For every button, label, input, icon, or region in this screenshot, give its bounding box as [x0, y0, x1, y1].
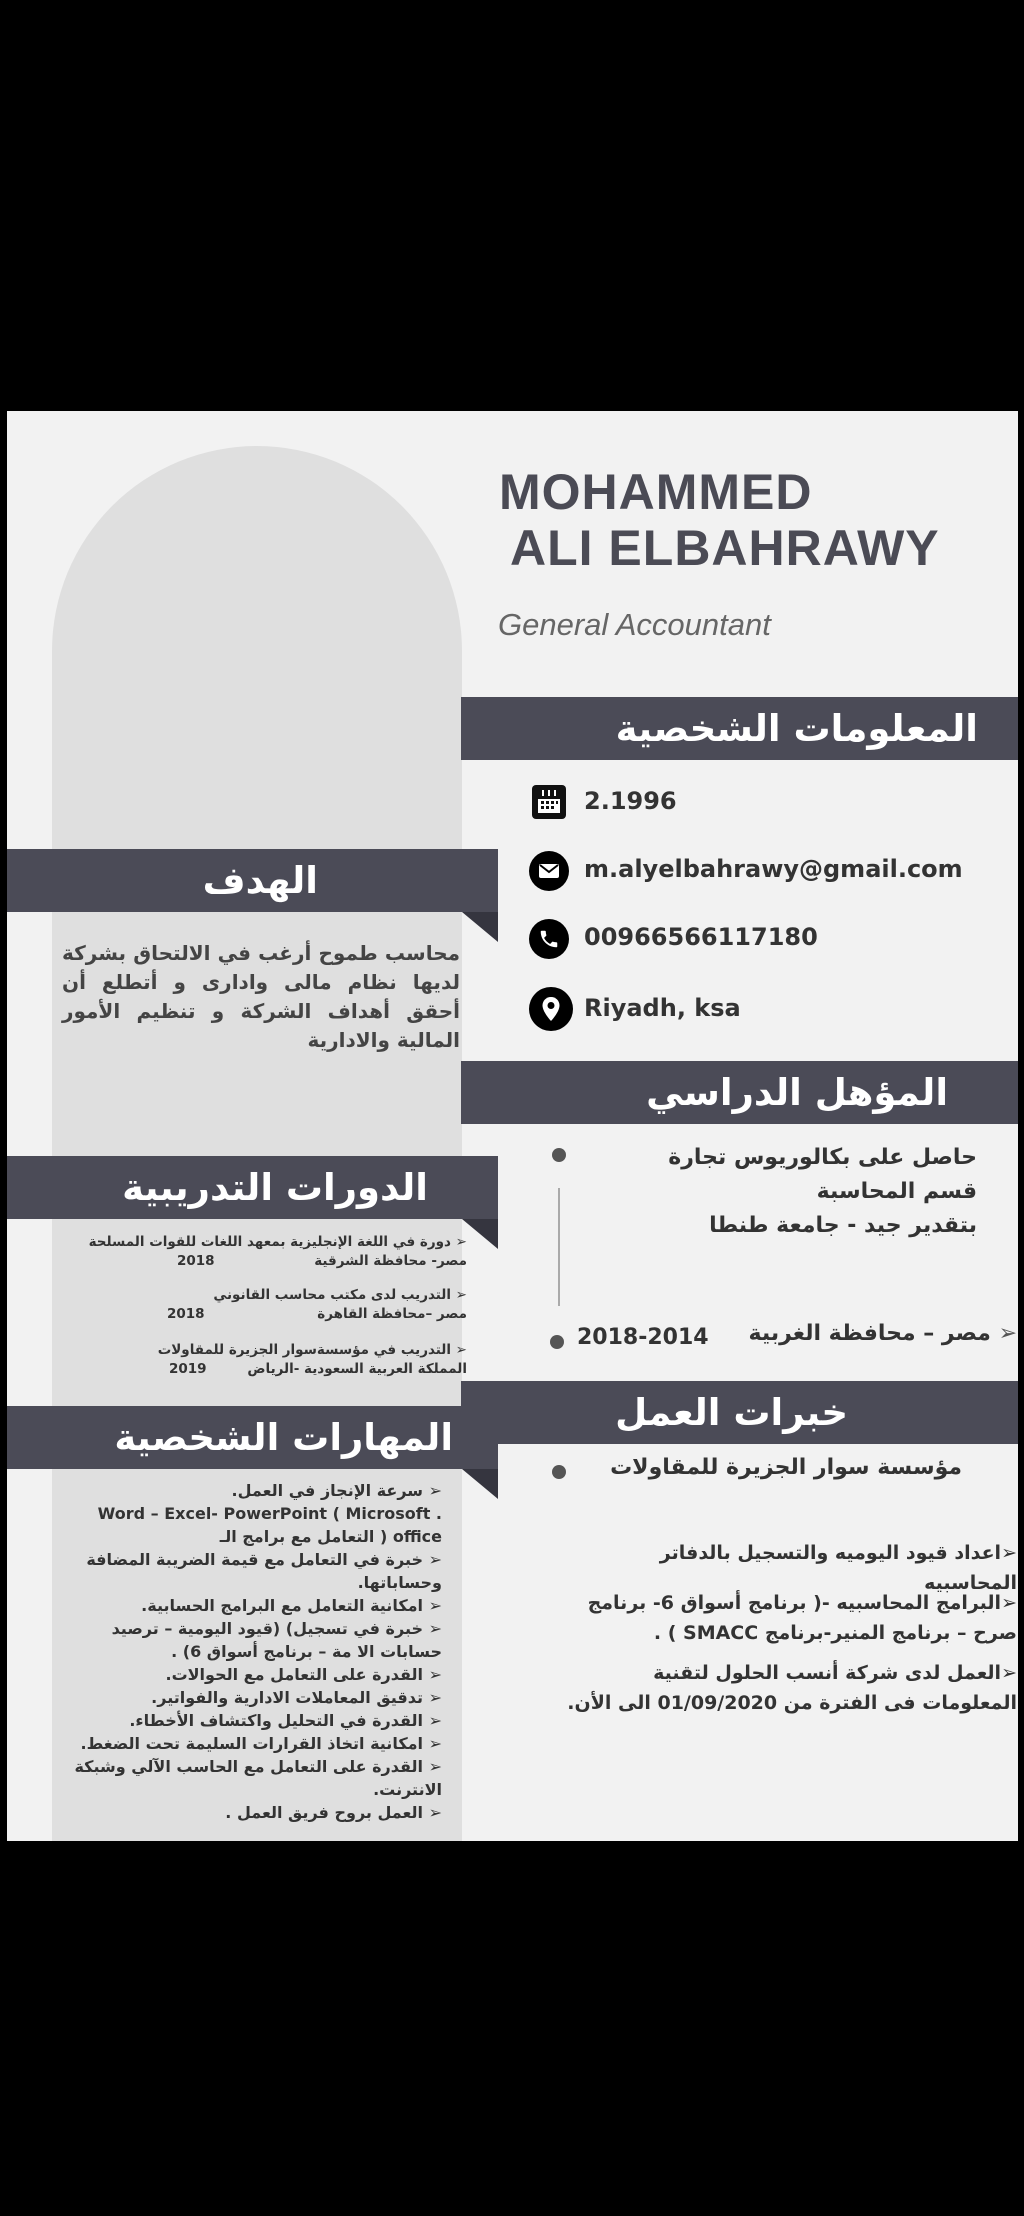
- birth-date: 2.1996: [584, 787, 677, 815]
- arrow-bullet-icon: ➢: [423, 1596, 442, 1615]
- skill-item: office ( التعامل مع برامج الـ: [219, 1527, 442, 1546]
- arrow-bullet-icon: ➢: [423, 1803, 442, 1822]
- job-title: General Accountant: [498, 607, 771, 642]
- personal-info-title: المعلومات الشخصية: [615, 707, 978, 750]
- education-degree: حاصل على بكالوريوس تجارة قسم المحاسبة: [668, 1145, 977, 1204]
- calendar-icon: [532, 785, 566, 819]
- location-pin-icon: [529, 987, 573, 1031]
- arrow-bullet-icon: ➢: [423, 1711, 442, 1730]
- arrow-bullet-icon: ➢: [423, 1734, 442, 1753]
- arrow-bullet-icon: ➢: [423, 1619, 442, 1638]
- skill-item: Word – Excel- PowerPoint ( Microsoft .: [97, 1504, 442, 1523]
- arrow-bullet-icon: ➢: [1001, 1662, 1017, 1684]
- phone-text: 00966566117180: [584, 923, 818, 951]
- skill-item: ➢ سرعة الإنجاز في العمل.: [231, 1481, 442, 1500]
- skill-item: ➢ القدرة على التعامل مع الحاسب الآلي وشبكة الانترنت.: [74, 1757, 442, 1799]
- experience-header: [461, 1381, 1018, 1444]
- phone-row: [529, 919, 979, 959]
- skills-fold: [462, 1469, 498, 1499]
- education-timeline-line: [558, 1188, 560, 1306]
- skill-item: ➢ العمل بروح فريق العمل .: [225, 1803, 442, 1822]
- courses-fold: [462, 1219, 498, 1249]
- arrow-bullet-icon: ➢: [450, 1287, 467, 1303]
- skills-header: [7, 1406, 498, 1469]
- course-item: ➢ التدريب لدى مكتب محاسب القانوني مصر –محافظة القاهرة: [213, 1287, 467, 1322]
- education-title: المؤهل الدراسي: [646, 1071, 948, 1114]
- arrow-bullet-icon: ➢: [423, 1665, 442, 1684]
- skill-item: ➢ تدقيق المعاملات الادارية والفواتير.: [151, 1688, 442, 1707]
- course-item: ➢ دورة في اللغة الإنجليزية بمعهد اللغات للقوات المسلحة مصر- محافظة الشرقية: [88, 1234, 467, 1269]
- education-years-bullet: [550, 1335, 564, 1349]
- skills-title: المهارات الشخصية: [114, 1416, 453, 1459]
- arrow-bullet-icon: ➢: [1001, 1592, 1017, 1614]
- skill-item: ➢ خبرة في تسجيل) (قيود اليومية – ترصيد حسابات الا مة – برنامج أسواق 6) .: [111, 1619, 442, 1661]
- course-item: ➢ التدريب في مؤسسةسوار الجزيرة للمقاولات المملكة العربية السعودية -الرياض: [157, 1342, 467, 1377]
- arrow-bullet-icon: ➢: [423, 1550, 442, 1569]
- course-year: 2018: [177, 1253, 215, 1269]
- cv-page: [7, 411, 1018, 1841]
- skill-item: ➢ امكانية اتخاذ القرارات السليمة تحت الضغط.: [80, 1734, 442, 1753]
- experience-item: ➢البرامج المحاسبيه -( برنامج أسواق 6- برنامج صرح – برنامج المنير-برنامج SMACC ) .: [587, 1592, 1017, 1644]
- experience-bullet: [552, 1465, 566, 1479]
- courses-title: الدورات التدريبية: [122, 1166, 428, 1209]
- education-location-row: [727, 1321, 1017, 1346]
- arrow-bullet-icon: ➢: [450, 1342, 467, 1358]
- location-row: [529, 987, 979, 1033]
- email-icon: [529, 851, 569, 891]
- courses-header: [7, 1156, 498, 1219]
- course-year: 2018: [167, 1306, 205, 1322]
- experience-item: ➢العمل لدى شركة أنسب الحلول لتقنية المعلومات فى الفترة من 01/09/2020 الى الأن.: [567, 1662, 1017, 1714]
- experience-title: خبرات العمل: [615, 1391, 848, 1434]
- objective-title: الهدف: [202, 859, 318, 902]
- email-text: m.alyelbahrawy@gmail.com: [584, 855, 963, 883]
- objective-header: [7, 849, 498, 912]
- arrow-bullet-icon: ➢: [1001, 1542, 1017, 1564]
- arrow-bullet-icon: ➢: [450, 1234, 467, 1250]
- education-location: مصر – محافظة الغربية: [748, 1321, 991, 1346]
- objective-text: محاسب طموح أرغب في الالتحاق بشركة لديها نظام مالى وادارى و أتطلع أن أحقق أهداف الشركة و تنظيم الأمور المالية والادارية: [62, 941, 460, 1052]
- course-year: 2019: [169, 1361, 207, 1377]
- objective-fold: [462, 912, 498, 942]
- email-row: [529, 851, 1009, 891]
- arrow-bullet-icon: ➢: [423, 1757, 442, 1776]
- phone-icon: [529, 919, 569, 959]
- education-years: 2018-2014: [577, 1325, 709, 1350]
- skill-item: ➢ خبرة في التعامل مع قيمة الضريبة المضافة وحساباتها.: [86, 1550, 442, 1592]
- location-text: Riyadh, ksa: [584, 994, 741, 1022]
- arrow-bullet-icon: ➢: [423, 1481, 442, 1500]
- experience-item: ➢اعداد قيود اليوميه والتسجيل بالدفاتر المحاسبيه: [659, 1542, 1017, 1594]
- education-grade: بتقدير جيد - جامعة طنطا: [709, 1213, 977, 1238]
- birth-row: [529, 783, 979, 823]
- skill-item: ➢ القدرة على التعامل مع الحوالات.: [165, 1665, 442, 1684]
- name-line-2: ALI ELBAHRAWY: [510, 520, 940, 576]
- education-bullet: [552, 1148, 566, 1162]
- name-line-1: MOHAMMED: [499, 464, 813, 520]
- personal-info-header: [461, 697, 1018, 760]
- skill-item: ➢ القدرة في التحليل واكتشاف الأخطاء.: [129, 1711, 442, 1730]
- education-header: [461, 1061, 1018, 1124]
- arrow-bullet-icon: ➢: [990, 1321, 1017, 1346]
- arrow-bullet-icon: ➢: [423, 1688, 442, 1707]
- skills-list: [52, 1479, 442, 1824]
- skill-item: ➢ امكانية التعامل مع البرامج الحسابية.: [141, 1596, 442, 1615]
- experience-company: مؤسسة سوار الجزيرة للمقاولات: [610, 1455, 962, 1480]
